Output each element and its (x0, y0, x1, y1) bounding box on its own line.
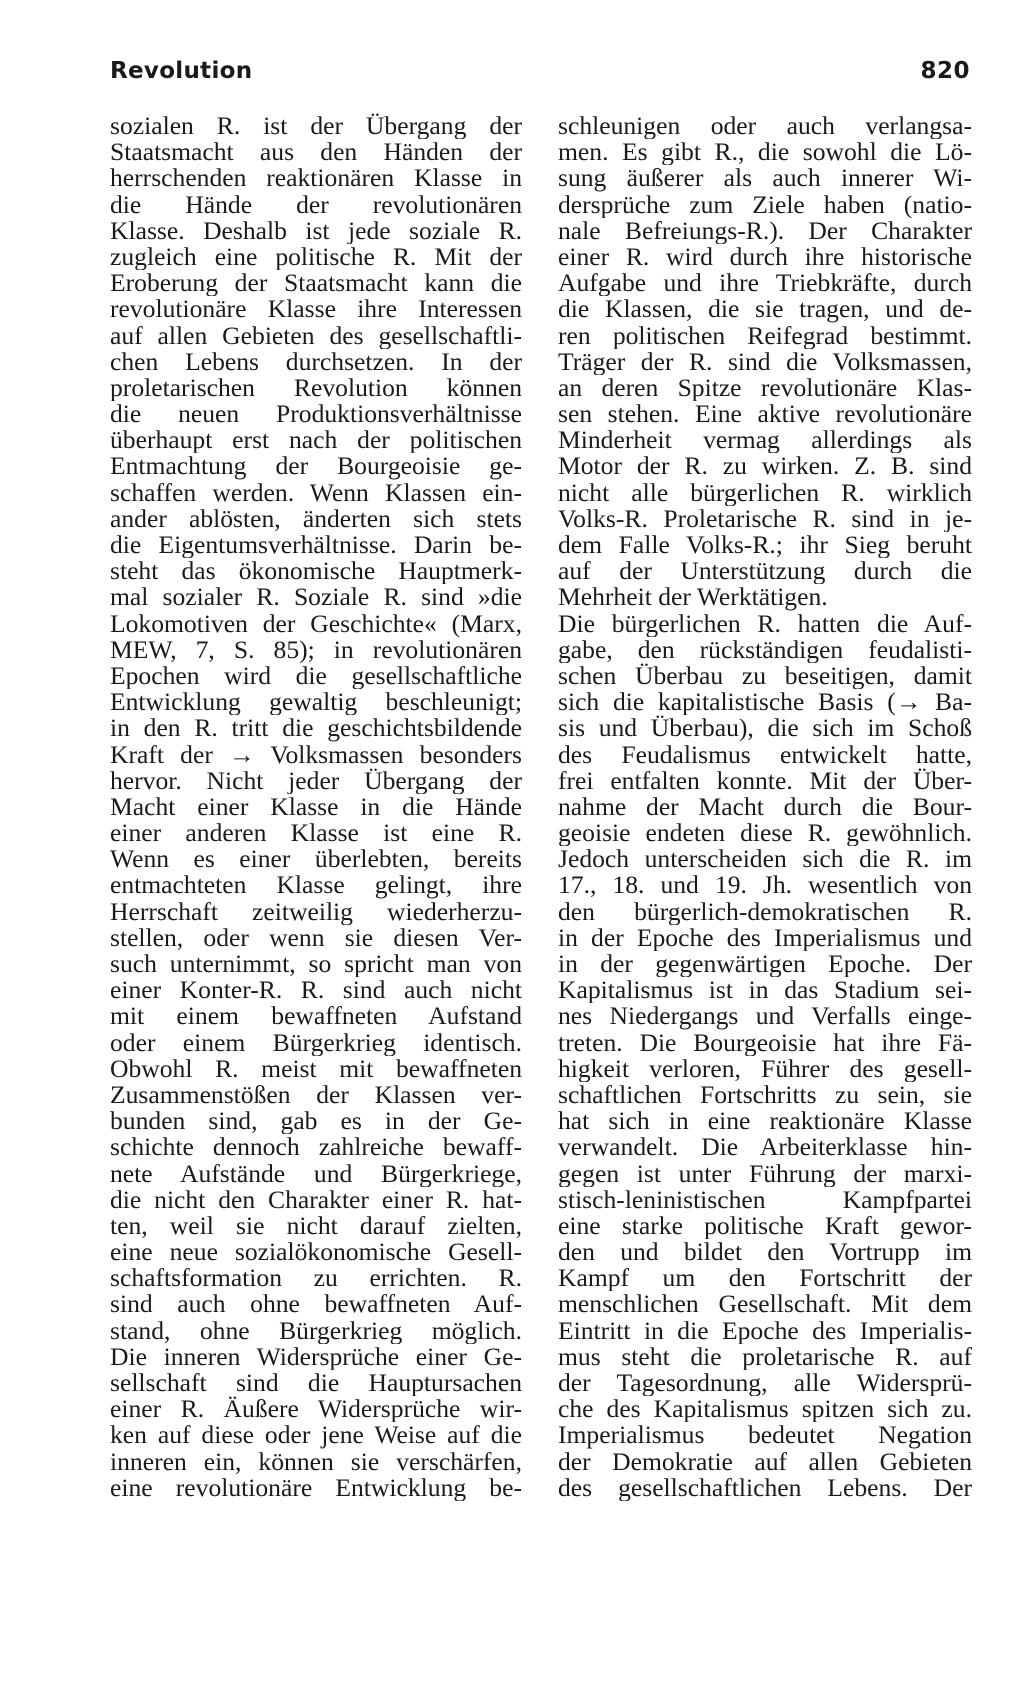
text-line: schaftlichen Fortschritts zu sein, sie (558, 1081, 972, 1109)
text-line: den bürgerlich-demokratischen R. (558, 898, 972, 925)
text-line: Motor der R. zu wirken. Z. B. sind (558, 453, 972, 480)
text-line: schaftsformation zu errichten. R. (110, 1265, 522, 1292)
text-line: geoisie endeten diese R. gewöhnlich. (558, 820, 972, 847)
text-line: den und bildet den Vortrupp im (558, 1239, 972, 1266)
text-line: sozialen R. ist der Übergang der (110, 113, 522, 140)
text-line: schichte dennoch zahlreiche bewaff- (110, 1134, 522, 1161)
text-line: Aufgabe und ihre Triebkräfte, durch (558, 270, 972, 297)
text-line: men. Es gibt R., die sowohl die Lö- (558, 139, 972, 166)
text-line: eine starke politische Kraft gewor- (558, 1212, 972, 1240)
left-text-column (110, 113, 522, 1501)
text-line: bunden sind, gab es in der Ge- (110, 1108, 522, 1135)
text-line: MEW, 7, S. 85); in revolutionären (110, 636, 522, 663)
text-line: gabe, den rückständigen feudalisti- (558, 636, 972, 663)
text-line: die Klassen, die sie tragen, und de- (558, 296, 972, 323)
text-line: Entmachtung der Bourgeoisie ge- (110, 453, 522, 480)
text-line: einer anderen Klasse ist eine R. (110, 820, 522, 847)
text-line: Jedoch unterscheiden sich die R. im (558, 846, 972, 873)
text-line: stisch-leninistischen Kampfpartei (558, 1186, 972, 1213)
text-line: revolutionäre Klasse ihre Interessen (110, 296, 522, 323)
text-line: higkeit verloren, Führer des gesell- (558, 1055, 972, 1082)
text-line: in der Epoche des Imperialismus und (558, 924, 972, 951)
text-line: die Eigentumsverhältnisse. Darin be- (110, 532, 522, 559)
right-text-column (558, 113, 972, 1501)
text-line: menschlichen Gesellschaft. Mit dem (558, 1291, 972, 1318)
text-line: Träger der R. sind die Volksmassen, (558, 348, 972, 375)
text-line: Entwicklung gewaltig beschleunigt; (110, 689, 522, 716)
text-line: sis und Überbau), die sich im Schoß (558, 715, 972, 742)
text-line: der Demokratie auf allen Gebieten (558, 1448, 972, 1475)
text-line: Obwohl R. meist mit bewaffneten (110, 1055, 522, 1082)
text-line: dem Falle Volks-R.; ihr Sieg beruht (558, 532, 972, 559)
text-line: dersprüche zum Ziele haben (natio- (558, 191, 972, 218)
text-line: Staatsmacht aus den Händen der (110, 139, 522, 166)
text-line: 17., 18. und 19. Jh. wesentlich von (558, 872, 972, 899)
text-line: des Feudalismus entwickelt hatte, (558, 741, 972, 768)
text-line: oder einem Bürgerkrieg identisch. (110, 1029, 522, 1056)
text-line: die nicht den Charakter einer R. hat- (110, 1186, 522, 1213)
text-line: Minderheit vermag allerdings als (558, 427, 972, 454)
text-line: stellen, oder wenn sie diesen Ver- (110, 924, 522, 951)
text-line: sellschaft sind die Hauptursachen (110, 1370, 522, 1397)
text-line: nale Befreiungs-R.). Der Charakter (558, 217, 972, 244)
text-line: Eroberung der Staatsmacht kann die (110, 270, 522, 297)
text-line: überhaupt erst nach der politischen (110, 427, 522, 454)
text-line: herrschenden reaktionären Klasse in (110, 165, 522, 192)
page-number: 820 (920, 58, 970, 84)
text-line: che des Kapitalismus spitzen sich zu. (558, 1396, 972, 1423)
text-line: schen Überbau zu beseitigen, damit (558, 662, 972, 690)
text-line: mus steht die proletarische R. auf (558, 1343, 972, 1370)
text-line: Kampf um den Fortschritt der (558, 1265, 972, 1292)
text-line: einer Konter-R. R. sind auch nicht (110, 977, 522, 1004)
text-line: des gesellschaftlichen Lebens. Der (558, 1474, 972, 1501)
text-line: an deren Spitze revolutionäre Klas- (558, 374, 972, 402)
text-line: nicht alle bürgerlichen R. wirklich (558, 479, 972, 506)
text-line: Kraft der → Volksmassen besonders (110, 741, 522, 768)
text-line: entmachteten Klasse gelingt, ihre (110, 872, 522, 899)
text-line: sen stehen. Eine aktive revolutionäre (558, 401, 972, 428)
text-line: einer R. wird durch ihre historische (558, 243, 972, 271)
text-line: mit einem bewaffneten Aufstand (110, 1003, 522, 1030)
text-line: einer R. Äußere Widersprüche wir- (110, 1396, 522, 1423)
text-line: eine revolutionäre Entwicklung be- (110, 1474, 522, 1501)
text-line: ander ablösten, änderten sich stets (110, 505, 522, 532)
text-line: Epochen wird die gesellschaftliche (110, 662, 522, 690)
text-line: Die bürgerlichen R. hatten die Auf- (558, 610, 972, 637)
text-line: in der gegenwärtigen Epoche. Der (558, 951, 972, 978)
text-line: stand, ohne Bürgerkrieg möglich. (110, 1317, 522, 1344)
text-line: Macht einer Klasse in die Hände (110, 793, 522, 821)
text-line: frei entfalten konnte. Mit der Über- (558, 767, 972, 794)
text-line: hat sich in eine reaktionäre Klasse (558, 1108, 972, 1135)
text-line: Wenn es einer überlebten, bereits (110, 846, 522, 873)
text-line: schaffen werden. Wenn Klassen ein- (110, 479, 522, 506)
text-line: sich die kapitalistische Basis (→ Ba- (558, 689, 972, 716)
text-line: der Tagesordnung, alle Widersprü- (558, 1370, 972, 1397)
text-line: ren politischen Reifegrad bestimmt. (558, 322, 972, 349)
text-line: schleunigen oder auch verlangsa- (558, 113, 972, 140)
text-line: die Hände der revolutionären (110, 191, 522, 218)
text-line: verwandelt. Die Arbeiterklasse hin- (558, 1134, 972, 1161)
text-line: mal sozialer R. Soziale R. sind »die (110, 584, 522, 611)
text-line: gegen ist unter Führung der marxi- (558, 1160, 972, 1187)
text-line: proletarischen Revolution können (110, 374, 522, 402)
text-line: ten, weil sie nicht darauf zielten, (110, 1212, 522, 1240)
text-line: Zusammenstößen der Klassen ver- (110, 1081, 522, 1109)
text-line: in den R. tritt die geschichtsbildende (110, 715, 522, 742)
text-line: treten. Die Bourgeoisie hat ihre Fä- (558, 1029, 972, 1056)
text-line: such unternimmt, so spricht man von (110, 951, 522, 978)
text-line: auf allen Gebieten des gesellschaftli- (110, 322, 522, 349)
text-line: Volks-R. Proletarische R. sind in je- (558, 505, 972, 532)
text-line: Mehrheit der Werktätigen. (558, 584, 828, 611)
text-line: Klasse. Deshalb ist jede soziale R. (110, 217, 522, 244)
text-line: chen Lebens durchsetzen. In der (110, 348, 522, 375)
text-line: Kapitalismus ist in das Stadium sei- (558, 977, 972, 1004)
text-line: nahme der Macht durch die Bour- (558, 793, 972, 821)
text-line: auf der Unterstützung durch die (558, 558, 972, 585)
text-line: die neuen Produktionsverhältnisse (110, 401, 522, 428)
text-line: sung äußerer als auch innerer Wi- (558, 165, 972, 192)
text-line: sind auch ohne bewaffneten Auf- (110, 1291, 522, 1318)
text-line: nes Niedergangs und Verfalls einge- (558, 1003, 972, 1030)
text-line: Herrschaft zeitweilig wiederherzu- (110, 898, 522, 925)
text-line: ken auf diese oder jene Weise auf die (110, 1422, 522, 1449)
text-line: inneren ein, können sie verschärfen, (110, 1448, 522, 1475)
text-line: Eintritt in die Epoche des Imperialis- (558, 1317, 972, 1344)
text-line: Die inneren Widersprüche einer Ge- (110, 1343, 522, 1370)
text-line: steht das ökonomische Hauptmerk- (110, 558, 522, 585)
text-line: Imperialismus bedeutet Negation (558, 1422, 972, 1449)
text-line: Lokomotiven der Geschichte« (Marx, (110, 610, 522, 637)
page-header (110, 58, 970, 98)
running-title: Revolution (110, 58, 253, 84)
text-line: eine neue sozialökonomische Gesell- (110, 1239, 522, 1266)
text-line: nete Aufstände und Bürgerkriege, (110, 1160, 522, 1187)
text-line: zugleich eine politische R. Mit der (110, 243, 522, 271)
text-line: hervor. Nicht jeder Übergang der (110, 767, 522, 794)
